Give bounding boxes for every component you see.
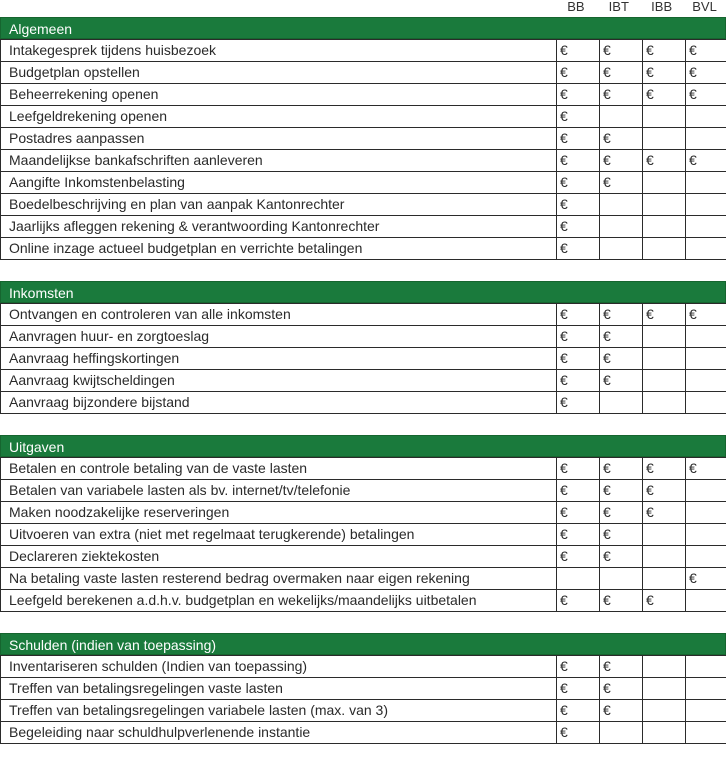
- service-label: Treffen van betalingsregelingen vaste lasten: [1, 678, 557, 700]
- package-mark-ibb: €: [643, 458, 686, 480]
- table-row: [1, 546, 726, 568]
- table-row: [1, 62, 726, 84]
- table-row: [1, 150, 726, 172]
- table-row: [1, 326, 726, 348]
- package-mark-ibb: [643, 172, 686, 194]
- service-label: Aanvraag kwijtscheldingen: [1, 370, 557, 392]
- table-row: [1, 172, 726, 194]
- service-label: Leefgeldrekening openen: [1, 106, 557, 128]
- package-mark-bvl: [686, 128, 726, 150]
- package-mark-ibb: [643, 216, 686, 238]
- package-mark-ibt: €: [600, 172, 643, 194]
- service-label: Beheerrekening openen: [1, 84, 557, 106]
- package-mark-ibt: €: [600, 590, 643, 612]
- section-table: [0, 39, 726, 260]
- service-label: Uitvoeren van extra (niet met regelmaat terugkerende) betalingen: [1, 524, 557, 546]
- package-mark-bb: €: [557, 392, 600, 414]
- column-header-spacer: [0, 0, 554, 17]
- section-title: Uitgaven: [0, 435, 726, 457]
- service-label: Ontvangen en controleren van alle inkomsten: [1, 304, 557, 326]
- package-mark-bb: €: [557, 700, 600, 722]
- package-mark-bvl: [686, 194, 726, 216]
- service-label: Intakegesprek tijdens huisbezoek: [1, 40, 557, 62]
- package-mark-ibt: €: [600, 678, 643, 700]
- section: [0, 435, 726, 612]
- table-row: [1, 84, 726, 106]
- package-mark-ibb: €: [643, 590, 686, 612]
- table-row: [1, 216, 726, 238]
- package-mark-bvl: €: [686, 150, 726, 172]
- package-mark-bvl: €: [686, 84, 726, 106]
- package-mark-ibt: €: [600, 326, 643, 348]
- package-mark-bb: €: [557, 172, 600, 194]
- package-mark-bvl: [686, 480, 726, 502]
- package-mark-bvl: [686, 238, 726, 260]
- package-mark-ibb: [643, 568, 686, 590]
- table-row: [1, 40, 726, 62]
- package-mark-bvl: €: [686, 304, 726, 326]
- package-mark-ibb: [643, 678, 686, 700]
- column-header-bb: BB: [567, 0, 585, 14]
- package-mark-ibt: €: [600, 84, 643, 106]
- package-mark-ibb: [643, 326, 686, 348]
- package-mark-bvl: [686, 502, 726, 524]
- package-mark-bb: €: [557, 502, 600, 524]
- package-mark-bvl: [686, 106, 726, 128]
- table-row: [1, 348, 726, 370]
- service-label: Na betaling vaste lasten resterend bedrag overmaken naar eigen rekening: [1, 568, 557, 590]
- package-mark-bb: €: [557, 40, 600, 62]
- package-mark-ibb: [643, 524, 686, 546]
- service-label: Declareren ziektekosten: [1, 546, 557, 568]
- package-mark-ibt: [600, 392, 643, 414]
- package-mark-bb: €: [557, 590, 600, 612]
- package-mark-ibt: €: [600, 40, 643, 62]
- package-mark-ibb: [643, 348, 686, 370]
- package-mark-bvl: [686, 524, 726, 546]
- package-mark-ibt: €: [600, 62, 643, 84]
- service-label: Online inzage actueel budgetplan en verrichte betalingen: [1, 238, 557, 260]
- table-row: [1, 392, 726, 414]
- package-mark-bb: €: [557, 348, 600, 370]
- service-label: Maken noodzakelijke reserveringen: [1, 502, 557, 524]
- package-mark-ibt: €: [600, 348, 643, 370]
- service-label: Aanvraag heffingskortingen: [1, 348, 557, 370]
- package-mark-bvl: €: [686, 40, 726, 62]
- package-mark-ibb: [643, 700, 686, 722]
- package-mark-bvl: [686, 348, 726, 370]
- package-mark-ibb: [643, 546, 686, 568]
- package-mark-bvl: [686, 326, 726, 348]
- service-label: Begeleiding naar schuldhulpverlenende instantie: [1, 722, 557, 744]
- table-row: [1, 458, 726, 480]
- package-mark-ibt: €: [600, 546, 643, 568]
- service-label: Aanvragen huur- en zorgtoeslag: [1, 326, 557, 348]
- package-mark-ibt: €: [600, 128, 643, 150]
- column-header-row: [0, 0, 726, 17]
- service-label: Treffen van betalingsregelingen variabele lasten (max. van 3): [1, 700, 557, 722]
- service-label: Inventariseren schulden (Indien van toepassing): [1, 656, 557, 678]
- column-header-ibb: IBB: [651, 0, 673, 14]
- package-mark-bvl: €: [686, 62, 726, 84]
- package-mark-bb: €: [557, 524, 600, 546]
- package-mark-bvl: [686, 678, 726, 700]
- table-row: [1, 480, 726, 502]
- package-mark-bb: €: [557, 128, 600, 150]
- package-mark-ibt: €: [600, 700, 643, 722]
- package-mark-ibt: €: [600, 304, 643, 326]
- package-mark-ibt: €: [600, 524, 643, 546]
- package-mark-ibb: €: [643, 304, 686, 326]
- service-label: Aanvraag bijzondere bijstand: [1, 392, 557, 414]
- section: [0, 633, 726, 744]
- table-row: [1, 678, 726, 700]
- column-header-ibt: IBT: [608, 0, 629, 14]
- table-row: [1, 568, 726, 590]
- package-mark-bvl: [686, 590, 726, 612]
- section: [0, 281, 726, 414]
- table-row: [1, 722, 726, 744]
- package-mark-ibb: [643, 106, 686, 128]
- table-row: [1, 700, 726, 722]
- section-table: [0, 655, 726, 744]
- package-mark-bvl: €: [686, 568, 726, 590]
- package-mark-ibb: €: [643, 84, 686, 106]
- service-label: Boedelbeschrijving en plan van aanpak Kantonrechter: [1, 194, 557, 216]
- sections-container: [0, 17, 726, 744]
- package-mark-bb: €: [557, 480, 600, 502]
- service-label: Budgetplan opstellen: [1, 62, 557, 84]
- package-mark-ibt: €: [600, 656, 643, 678]
- table-row: [1, 524, 726, 546]
- package-mark-ibt: €: [600, 370, 643, 392]
- service-label: Leefgeld berekenen a.d.h.v. budgetplan en wekelijks/maandelijks uitbetalen: [1, 590, 557, 612]
- package-mark-bb: €: [557, 150, 600, 172]
- package-mark-bb: €: [557, 106, 600, 128]
- package-mark-ibt: [600, 216, 643, 238]
- table-row: [1, 194, 726, 216]
- service-label: Jaarlijks afleggen rekening & verantwoording Kantonrechter: [1, 216, 557, 238]
- package-mark-bb: €: [557, 62, 600, 84]
- table-row: [1, 502, 726, 524]
- package-mark-bvl: [686, 216, 726, 238]
- package-mark-ibt: €: [600, 480, 643, 502]
- package-mark-ibb: [643, 238, 686, 260]
- package-mark-bb: €: [557, 458, 600, 480]
- package-mark-bb: €: [557, 304, 600, 326]
- package-mark-ibb: €: [643, 40, 686, 62]
- package-mark-bb: [557, 568, 600, 590]
- service-label: Betalen van variabele lasten als bv. internet/tv/telefonie: [1, 480, 557, 502]
- table-row: [1, 128, 726, 150]
- package-mark-ibt: €: [600, 502, 643, 524]
- service-label: Postadres aanpassen: [1, 128, 557, 150]
- package-mark-ibb: [643, 722, 686, 744]
- package-mark-bb: €: [557, 216, 600, 238]
- package-mark-bb: €: [557, 678, 600, 700]
- section: [0, 17, 726, 260]
- package-mark-ibb: [643, 656, 686, 678]
- package-mark-bb: €: [557, 326, 600, 348]
- package-mark-bb: €: [557, 722, 600, 744]
- package-mark-ibt: €: [600, 458, 643, 480]
- package-mark-bvl: [686, 172, 726, 194]
- package-mark-ibb: €: [643, 150, 686, 172]
- section-title: Algemeen: [0, 17, 726, 39]
- package-mark-bb: €: [557, 656, 600, 678]
- column-header-bvl: BVL: [692, 0, 717, 14]
- package-mark-ibb: €: [643, 62, 686, 84]
- service-label: Aangifte Inkomstenbelasting: [1, 172, 557, 194]
- table-row: [1, 370, 726, 392]
- package-mark-ibt: [600, 106, 643, 128]
- package-mark-bb: €: [557, 84, 600, 106]
- package-mark-ibt: [600, 194, 643, 216]
- package-mark-ibt: [600, 238, 643, 260]
- package-mark-ibb: [643, 370, 686, 392]
- package-mark-ibt: [600, 568, 643, 590]
- section-table: [0, 457, 726, 612]
- section-title: Schulden (indien van toepassing): [0, 633, 726, 655]
- package-mark-bb: €: [557, 370, 600, 392]
- table-row: [1, 590, 726, 612]
- package-mark-ibt: €: [600, 150, 643, 172]
- package-mark-bvl: [686, 392, 726, 414]
- service-label: Maandelijkse bankafschriften aanleveren: [1, 150, 557, 172]
- service-label: Betalen en controle betaling van de vaste lasten: [1, 458, 557, 480]
- table-row: [1, 238, 726, 260]
- package-mark-ibb: €: [643, 502, 686, 524]
- package-mark-bvl: [686, 722, 726, 744]
- package-mark-ibb: [643, 392, 686, 414]
- table-row: [1, 304, 726, 326]
- package-mark-bvl: [686, 546, 726, 568]
- package-mark-bvl: [686, 700, 726, 722]
- package-mark-ibb: €: [643, 480, 686, 502]
- package-mark-bb: €: [557, 194, 600, 216]
- package-mark-ibt: [600, 722, 643, 744]
- package-mark-ibb: [643, 128, 686, 150]
- table-row: [1, 656, 726, 678]
- table-row: [1, 106, 726, 128]
- package-mark-bb: €: [557, 238, 600, 260]
- package-mark-bvl: [686, 656, 726, 678]
- section-table: [0, 303, 726, 414]
- package-mark-bvl: €: [686, 458, 726, 480]
- package-mark-bvl: [686, 370, 726, 392]
- section-title: Inkomsten: [0, 281, 726, 303]
- package-mark-ibb: [643, 194, 686, 216]
- package-mark-bb: €: [557, 546, 600, 568]
